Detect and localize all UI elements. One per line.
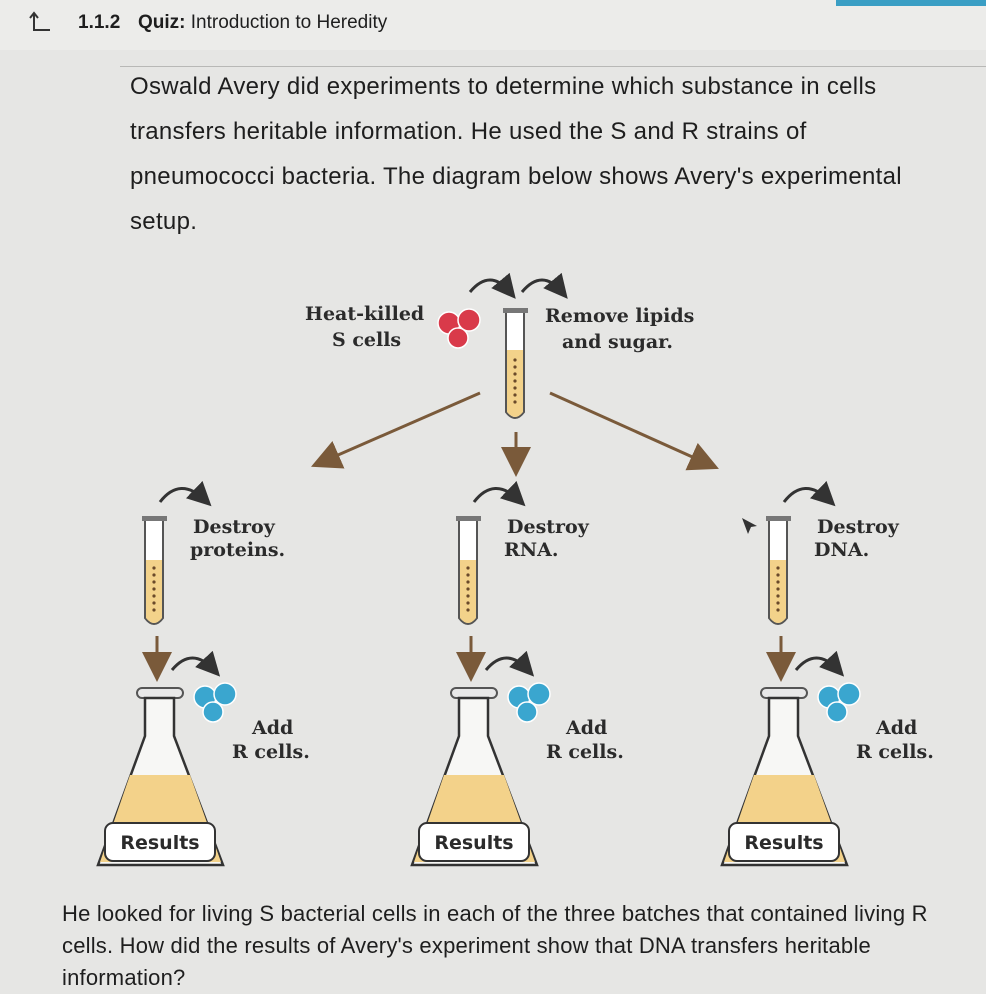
flask-stopper [761, 688, 807, 698]
main-test-tube [503, 308, 528, 418]
quiz-label: Quiz: [138, 12, 186, 33]
experiment-diagram [0, 250, 986, 890]
results-label: Results [434, 832, 514, 854]
curve-arrow-icon [522, 280, 562, 292]
branch-2 [412, 488, 624, 865]
test-tube-cap [456, 516, 481, 521]
curve-arrow-icon [470, 280, 510, 292]
r-cells-label: R cells. [232, 741, 310, 763]
flask-stopper [451, 688, 497, 698]
s-cells-icon [438, 309, 480, 348]
and-sugar-label: and sugar. [562, 331, 674, 353]
s-cells-label: S cells [332, 329, 402, 351]
destroy-target-label: RNA. [504, 539, 559, 561]
r-cells-label: R cells. [856, 741, 934, 763]
test-tube-cap [142, 516, 167, 521]
curve-arrow-icon [486, 658, 528, 670]
results-label: Results [744, 832, 824, 854]
quiz-title [138, 12, 387, 34]
add-label: Add [876, 717, 918, 739]
destroy-target-label: proteins. [190, 539, 286, 561]
remove-lipids-label: Remove lipids [545, 305, 695, 327]
destroy-label: Destroy [817, 516, 899, 538]
destroy-label: Destroy [507, 516, 589, 538]
quiz-title-text: Introduction to Heredity [190, 12, 388, 33]
back-arrow-icon[interactable] [28, 10, 52, 34]
curve-arrow-icon [160, 488, 205, 502]
curve-arrow-icon [784, 488, 829, 502]
flask-stopper [137, 688, 183, 698]
curve-arrow-icon [474, 488, 519, 502]
add-label: Add [252, 717, 294, 739]
quiz-header [0, 0, 986, 50]
results-label: Results [120, 832, 200, 854]
destroy-target-label: DNA. [814, 539, 870, 561]
cursor-icon [742, 518, 757, 534]
heat-killed-label: Heat-killed [305, 303, 425, 325]
destroy-label: Destroy [193, 516, 275, 538]
header-accent-bar [836, 0, 986, 6]
question-paragraph: He looked for living S bacterial cells in each of the three batches that contained living R cells. How did the results of Avery's experiment show that DNA transfers heritable information? [62, 901, 928, 990]
branch-1 [98, 488, 310, 865]
add-label: Add [566, 717, 608, 739]
r-cells-label: R cells. [546, 741, 624, 763]
curve-arrow-icon [796, 658, 838, 670]
intro-paragraph: Oswald Avery did experiments to determine which substance in cells transfers heritable information. He used the S and R strains of pneumococci bacteria. The diagram below shows Avery's experimental setup. [130, 73, 902, 235]
branch-arrow-left [322, 393, 480, 462]
curve-arrow-icon [172, 658, 214, 670]
branch-arrow-right [550, 393, 708, 464]
branch-3 [722, 488, 934, 865]
quiz-number: 1.1.2 [78, 12, 121, 33]
r-cells-icon [508, 683, 550, 722]
test-tube-cap [766, 516, 791, 521]
r-cells-icon [194, 683, 236, 722]
r-cells-icon [818, 683, 860, 722]
